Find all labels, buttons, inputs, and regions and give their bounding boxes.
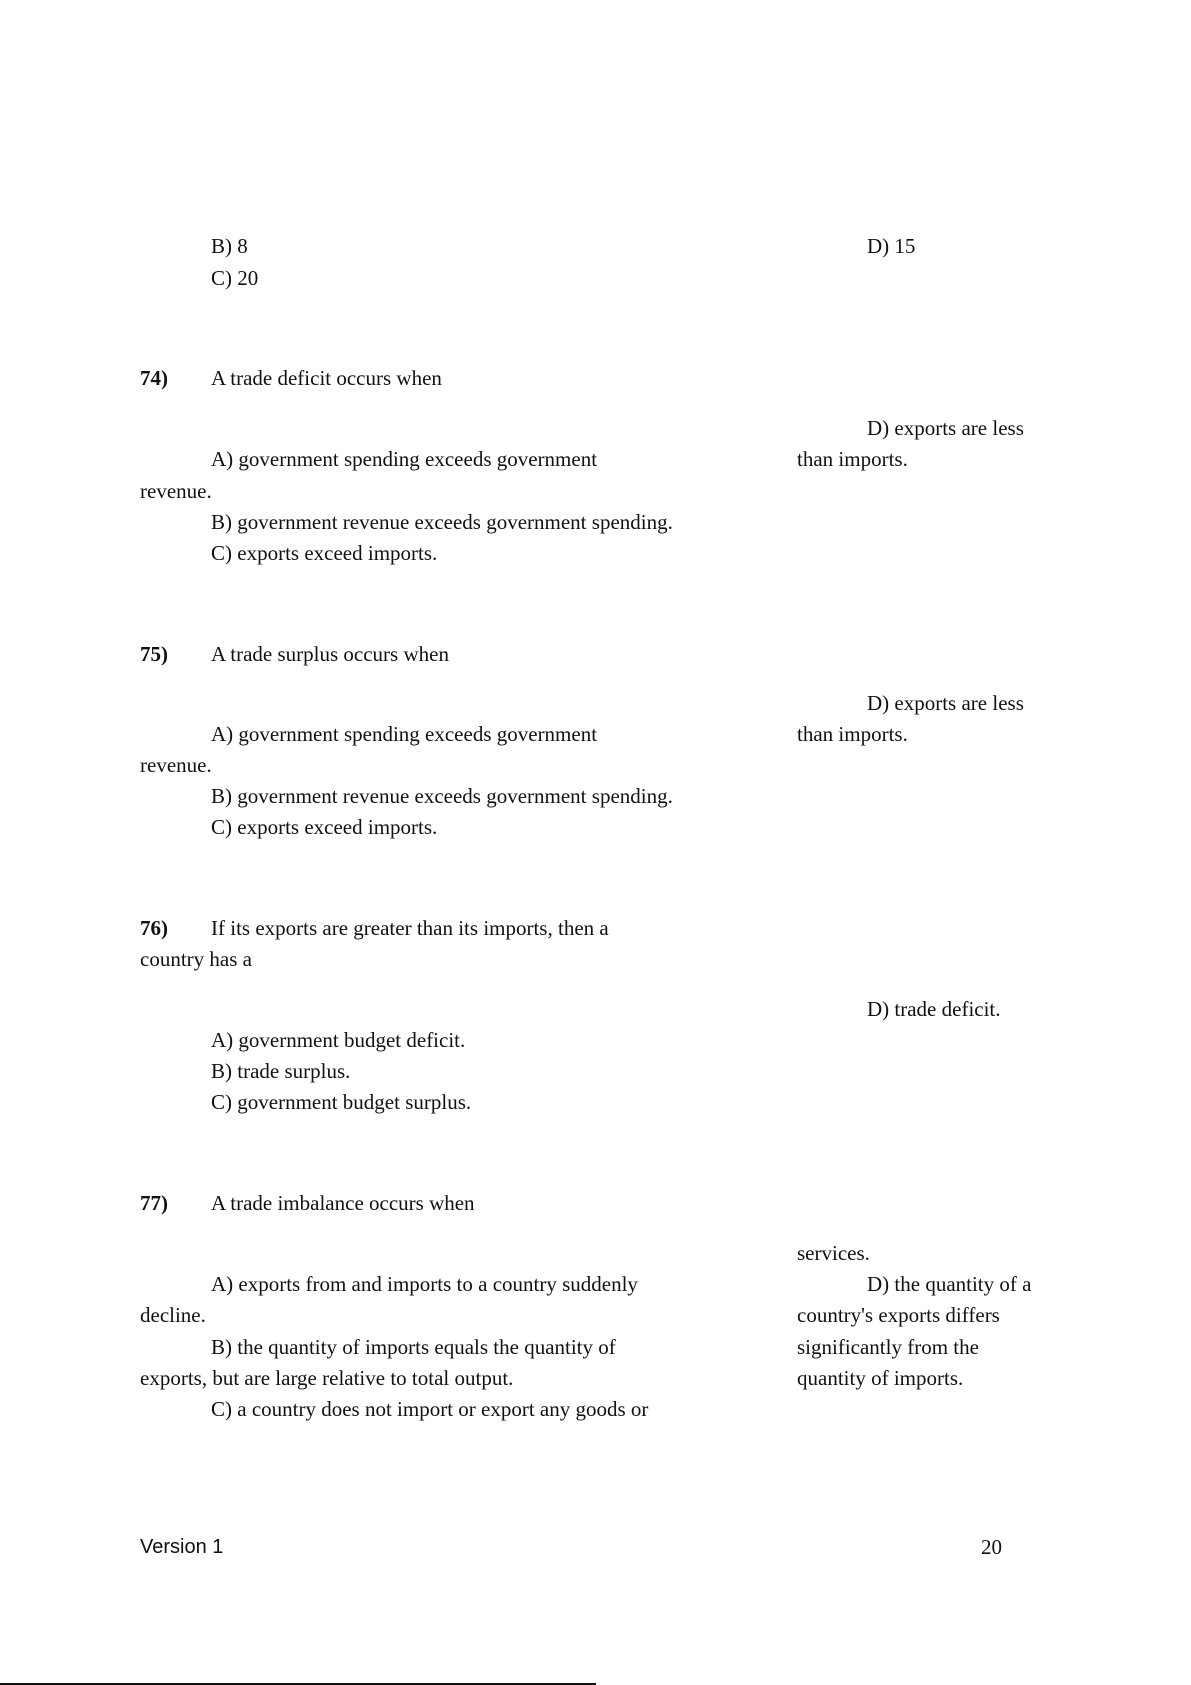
option-b: B) the quantity of imports equals the quantity of [211,1335,616,1359]
option-c: C) exports exceed imports. [211,815,438,839]
question-stem: A trade deficit occurs when [211,366,442,390]
option-c: C) 20 [211,266,259,290]
option-b: B) trade surplus. [211,1059,351,1083]
option-c: C) exports exceed imports. [211,541,438,565]
option-d-continued: quantity of imports. [797,1366,964,1390]
option-c: C) a country does not import or export any goods or [211,1397,649,1421]
option-a-continued: revenue. [140,753,212,777]
question-stem: A trade imbalance occurs when [211,1191,475,1215]
option-a: A) government budget deficit. [211,1028,466,1052]
question-stem-continued: country has a [140,947,252,971]
option-a: A) government spending exceeds government [211,722,598,746]
option-d-continued: than imports. [797,722,908,746]
page-number: 20 [981,1535,1002,1559]
option-d: D) exports are less [867,416,1024,440]
option-a: A) government spending exceeds government [211,447,598,471]
option-b: B) government revenue exceeds government spending. [211,784,673,808]
question-number: 74) [140,366,168,390]
option-c: C) government budget surplus. [211,1090,472,1114]
option-d-continued: country's exports differs [797,1303,1000,1327]
option-c-continued: services. [797,1241,870,1265]
question-number: 75) [140,642,168,666]
option-d-continued: than imports. [797,447,908,471]
option-b: B) 8 [211,234,248,258]
option-d: D) 15 [867,234,916,258]
option-a-continued: decline. [140,1303,206,1327]
question-number: 77) [140,1191,168,1215]
footer-version: Version 1 [140,1536,224,1558]
option-d: D) the quantity of a [867,1272,1032,1296]
option-d-continued: significantly from the [797,1335,979,1359]
question-stem: If its exports are greater than its imports, then a [211,916,609,940]
option-d: D) trade deficit. [867,997,1001,1021]
option-a-continued: revenue. [140,479,212,503]
option-d: D) exports are less [867,691,1024,715]
option-b: B) government revenue exceeds government spending. [211,510,673,534]
question-number: 76) [140,916,168,940]
option-b-continued: exports, but are large relative to total output. [140,1366,514,1390]
option-a: A) exports from and imports to a country suddenly [211,1272,638,1296]
question-stem: A trade surplus occurs when [211,642,449,666]
